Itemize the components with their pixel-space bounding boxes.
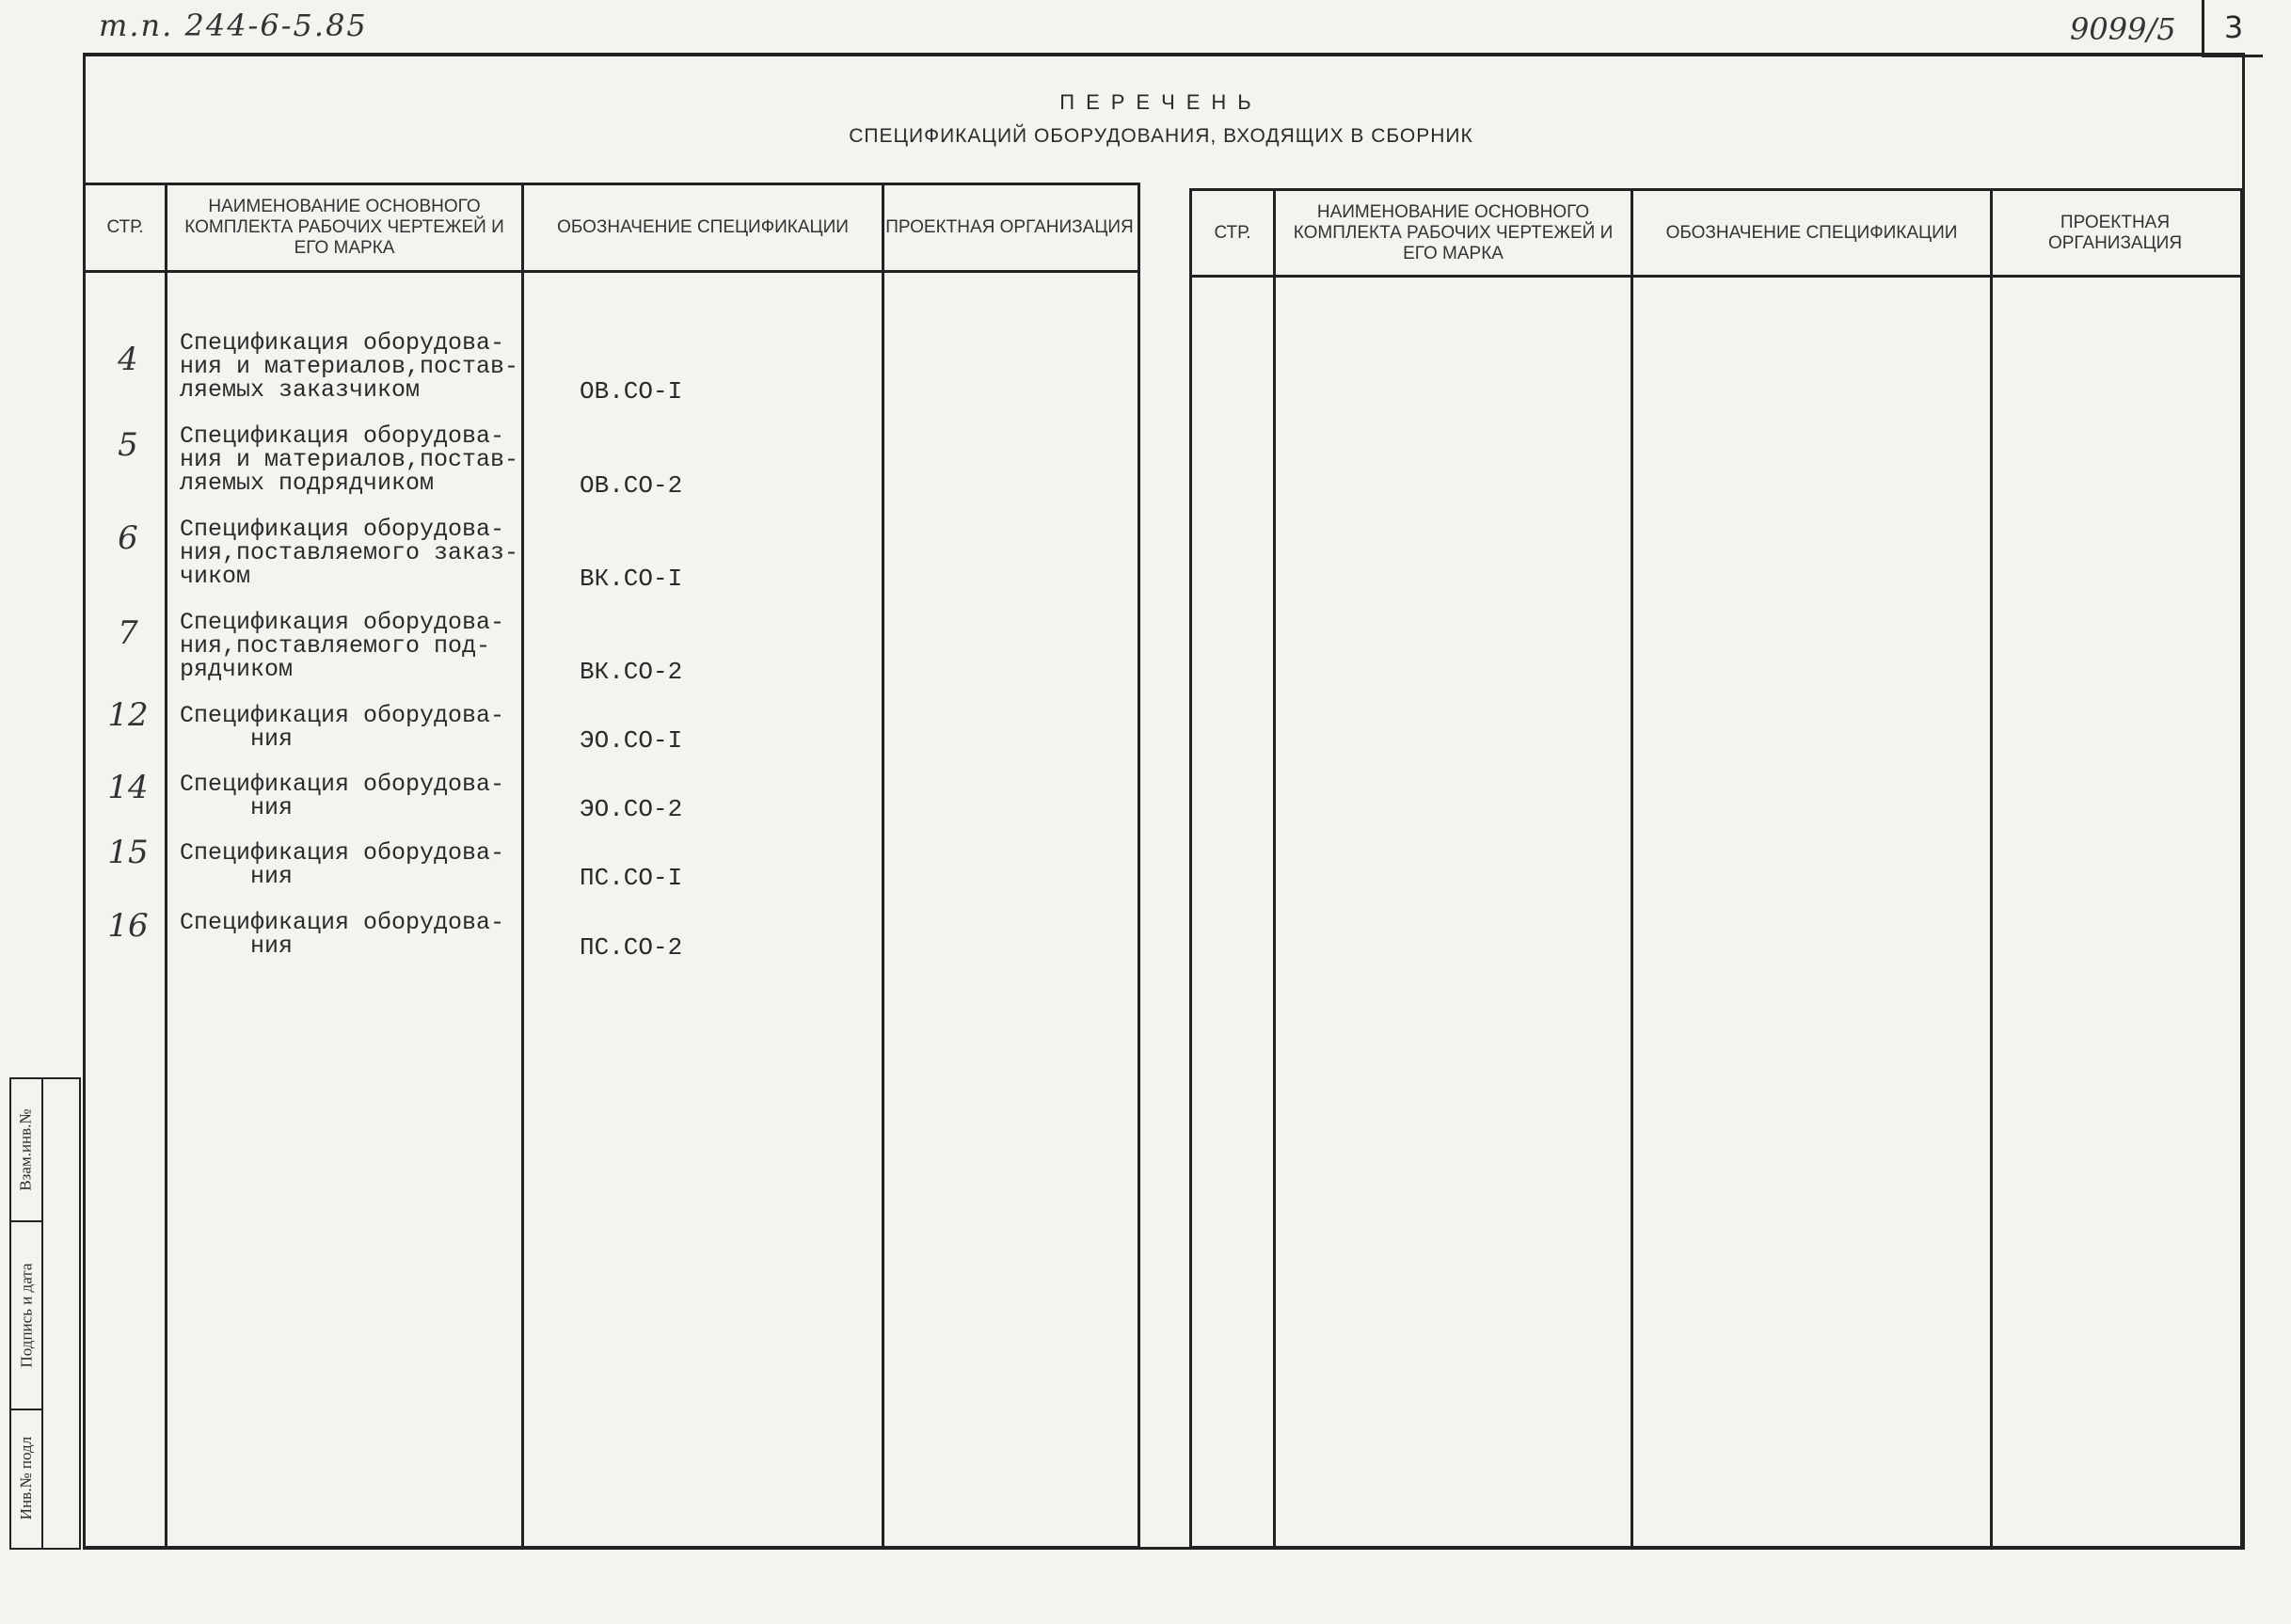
row-page: 14	[107, 769, 149, 806]
row-designation: ОВ.СО-2	[580, 471, 683, 500]
row-page: 7	[118, 614, 138, 652]
header-organization: ПРОЕКТНАЯ ОРГАНИЗАЦИЯ	[2047, 212, 2183, 253]
stamp-field-original: Инв.№ подл	[17, 1436, 35, 1521]
row-page: 15	[107, 834, 149, 871]
row-page: 5	[118, 426, 138, 464]
row-designation: ВК.СО-I	[580, 565, 683, 593]
header-organization: ПРОЕКТНАЯ ОРГАНИЗАЦИЯ	[885, 217, 1134, 237]
list-title: ПЕРЕЧЕНЬ	[1059, 90, 1263, 114]
header-designation: ОБОЗНАЧЕНИЕ СПЕЦИФИКАЦИИ	[1665, 222, 1958, 243]
header-page: СТР.	[1214, 222, 1251, 243]
stamp-field-signature: Подпись и дата	[17, 1263, 35, 1368]
document-code: т.п. 244-6-5.85	[99, 8, 368, 43]
row-page: 4	[118, 341, 138, 378]
page-number-box	[2202, 0, 2263, 57]
row-designation: ПС.СО-I	[580, 864, 683, 892]
header-designation: ОБОЗНАЧЕНИЕ СПЕЦИФИКАЦИИ	[557, 217, 849, 237]
row-designation: ПС.СО-2	[580, 933, 683, 962]
left-specification-table	[83, 183, 1140, 1549]
row-name: Спецификация оборудова- ния,поставляемого под- рядчиком	[180, 609, 505, 683]
header-name: НАИМЕНОВАНИЕ ОСНОВНОГО КОМПЛЕКТА РАБОЧИХ ЧЕРТЕЖЕЙ И ЕГО МАРКА	[184, 197, 504, 258]
row-name: Спецификация оборудова- ния и материалов,постав- ляемых подрядчиком	[180, 422, 519, 497]
header-page: СТР.	[106, 217, 144, 237]
row-name: Спецификация оборудова- ния	[180, 702, 505, 753]
row-name: Спецификация оборудова- ния и материалов,постав- ляемых заказчиком	[180, 329, 519, 404]
row-name: Спецификация оборудова- ния	[180, 839, 505, 890]
right-specification-table	[1189, 188, 2243, 1549]
page-number: 3	[2223, 9, 2244, 45]
side-stamp	[9, 1077, 81, 1550]
row-designation: ЭО.СО-2	[580, 795, 683, 823]
row-name: Спецификация оборудова- ния	[180, 909, 505, 960]
row-page: 6	[118, 519, 138, 557]
sheet-code: 9099/5	[2070, 11, 2176, 47]
row-name: Спецификация оборудова- ния	[180, 771, 505, 821]
stamp-field-replacement: Взам.инв.№	[17, 1108, 35, 1191]
row-page: 12	[107, 696, 149, 734]
row-designation: ЭО.СО-I	[580, 726, 683, 755]
row-designation: ВК.СО-2	[580, 658, 683, 686]
header-name: НАИМЕНОВАНИЕ ОСНОВНОГО КОМПЛЕКТА РАБОЧИХ ЧЕРТЕЖЕЙ И ЕГО МАРКА	[1293, 201, 1614, 263]
row-page: 16	[107, 907, 149, 945]
row-name: Спецификация оборудова- ния,поставляемого заказ- чиком	[180, 516, 519, 590]
row-designation: ОВ.СО-I	[580, 377, 683, 406]
list-subtitle: СПЕЦИФИКАЦИЙ ОБОРУДОВАНИЯ, ВХОДЯЩИХ В СБОРНИК	[849, 125, 1473, 147]
